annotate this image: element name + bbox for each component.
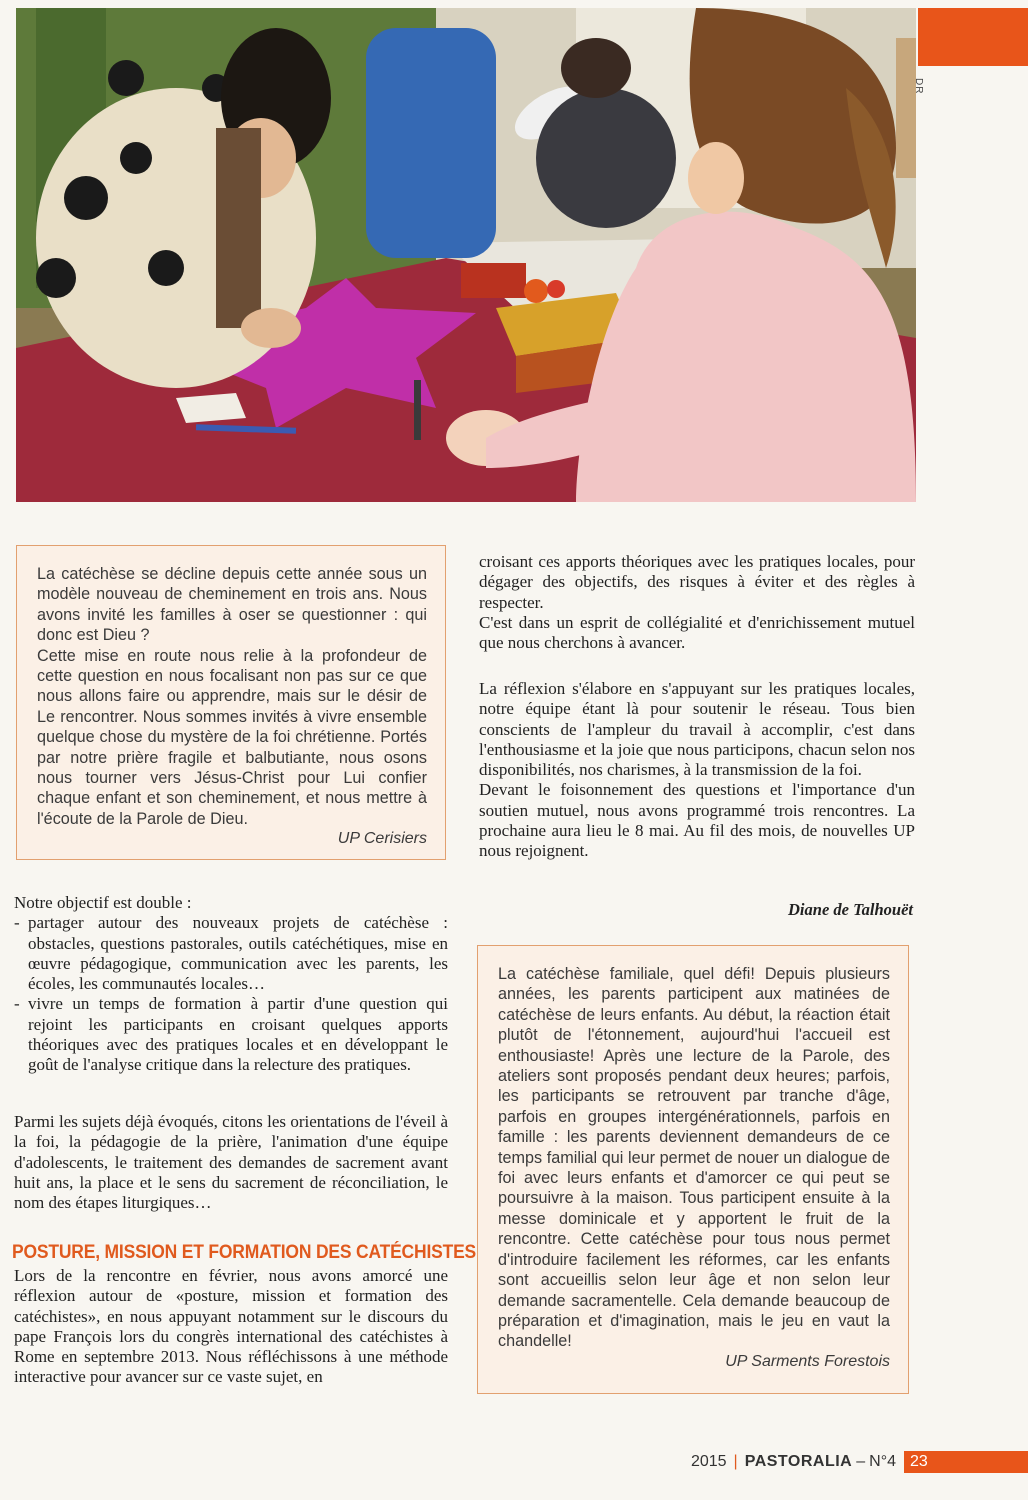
footer-separator: | [733, 1453, 738, 1470]
objective-item: - vivre un temps de formation à partir d'une question qui rejoint les participants en croisant quelques apports théoriques avec des pratiques locales et en développant le goût de l'analyse critique dans la relecture des pratiques. [14, 994, 448, 1075]
objective-item: - partager autour des nouveaux projets de catéchèse : obstacles, questions pastorales, outils catéchétiques, mise en œuvre pédagogique, communication avec les parents, les écoles, les communautés locales… [14, 913, 448, 994]
section-heading: POSTURE, MISSION ET FORMATION DES CATÉCHISTES [12, 1242, 477, 1263]
subjects-paragraph: Parmi les sujets déjà évoqués, citons les orientations de l'éveil à la foi, la pédagogie de la prière, l'animation d'une équipe d'adolescents, le traitement des demandes de sacrement avant huit ans, la place et le sens du sacrement de réconciliation, le nom des étapes liturgiques… [14, 1112, 448, 1213]
footer-magazine: PASTORALIA [744, 1453, 853, 1470]
objective-intro: Notre objectif est double : [14, 893, 192, 912]
footer-dash: – [856, 1453, 866, 1470]
right-paragraph-2-text-2: Devant le foisonnement des questions et l'importance d'un soutien mutuel, nous avons programmé trois rencontres. La prochaine aura lieu le 8 mai. Au fil des mois, de nouvelles UP nous rejoignent. [479, 780, 915, 861]
testimony-box-sarments [477, 945, 909, 1394]
footer-year: 2015 [690, 1453, 727, 1470]
page-corner-tab [918, 8, 1028, 66]
box1-paragraph-1: La catéchèse se décline depuis cette année sous un modèle nouveau de cheminement en trois ans. Nous avons invité les familles à oser se questionner : qui donc est Dieu ? [37, 565, 427, 645]
author-name: Diane de Talhouët [788, 900, 913, 919]
testimony-box-cerisiers [16, 545, 446, 860]
page-number: 23 [904, 1451, 1028, 1473]
page-footer [691, 1450, 1028, 1474]
right-paragraph-1 [479, 552, 915, 653]
box2-signature: UP Sarments Forestois [725, 1352, 890, 1370]
photo-credit: DR [913, 78, 924, 95]
box1-paragraph-2: Cette mise en route nous relie à la profondeur de cette question en nous focalisant non pas sur ce que nous allons faire ou apprendre, mais sur le désir de Le rencontrer. Nous sommes invités à vivre ensemble quelque chose du mystère de la foi chrétienne. Portés par notre prière fragile et balbutiante, nous osons nous tourner vers Jésus-Christ pour Lui confier chaque enfant et son cheminement, et nous mettre à l'écoute de la Parole de Dieu. [37, 646, 427, 828]
box2-paragraph: La catéchèse familiale, quel défi! Depuis plusieurs années, les parents participent aux matinées de catéchèse de leurs enfants. Au début, la réaction était plutôt de l'étonnement, aujourd'hui l'accueil est enthousiaste! Après une lecture de la Parole, des ateliers sont proposés pendant deux heures; parfois, les participants se retrouvent par tranche d'âge, parfois en groupes intergénérationnels, parfois en famille : les parents deviennent demandeurs de ce temps familial qui leur permet de nouer un dialogue de foi avec leurs enfants et d'amorcer ce qui peut se poursuivre à la maison. Tous participent ensuite à la messe dominicale et y apportent le fruit de la rencontre. Cette catéchèse pour tous nous permet d'introduire facilement les réformes, car les enfants sont accueillis selon leur âge et non selon leur demande sacramentelle. Cela demande beaucoup de préparation et d'imagination, mais le jeu en vaut la chandelle! [498, 965, 890, 1351]
article-photo [16, 8, 916, 502]
objective-list [14, 913, 448, 1075]
objective-section [14, 893, 448, 1076]
right-paragraph-2-text: La réflexion s'élabore en s'appuyant sur les pratiques locales, notre équipe étant là pour soutenir le réseau. Tous bien conscients de l'ampleur du travail à accomplir, c'est dans l'enthousiasme et la joie que nous participons, chacun selon nos disponibilités, nos charismes, à la transmission de la foi. [479, 679, 915, 780]
footer-issue: N°4 [869, 1453, 896, 1470]
posture-paragraph: Lors de la rencontre en février, nous avons amorcé une réflexion autour de «posture, mission et formation des catéchistes», en nous appuyant notamment sur le discours du pape François lors du congrès international des catéchistes à Rome en septembre 2013. Nous réfléchissons à une méthode interactive pour avancer sur ce vaste sujet, en [14, 1266, 448, 1387]
right-paragraph-1-text-2: C'est dans un esprit de collégialité et d'enrichissement mutuel que nous cherchons à avancer. [479, 612, 915, 653]
right-paragraph-2 [479, 679, 915, 862]
box1-signature: UP Cerisiers [337, 830, 427, 848]
right-paragraph-1-text: croisant ces apports théoriques avec les pratiques locales, pour dégager des objectifs, des risques à éviter et des règles à respecter. [479, 552, 915, 612]
